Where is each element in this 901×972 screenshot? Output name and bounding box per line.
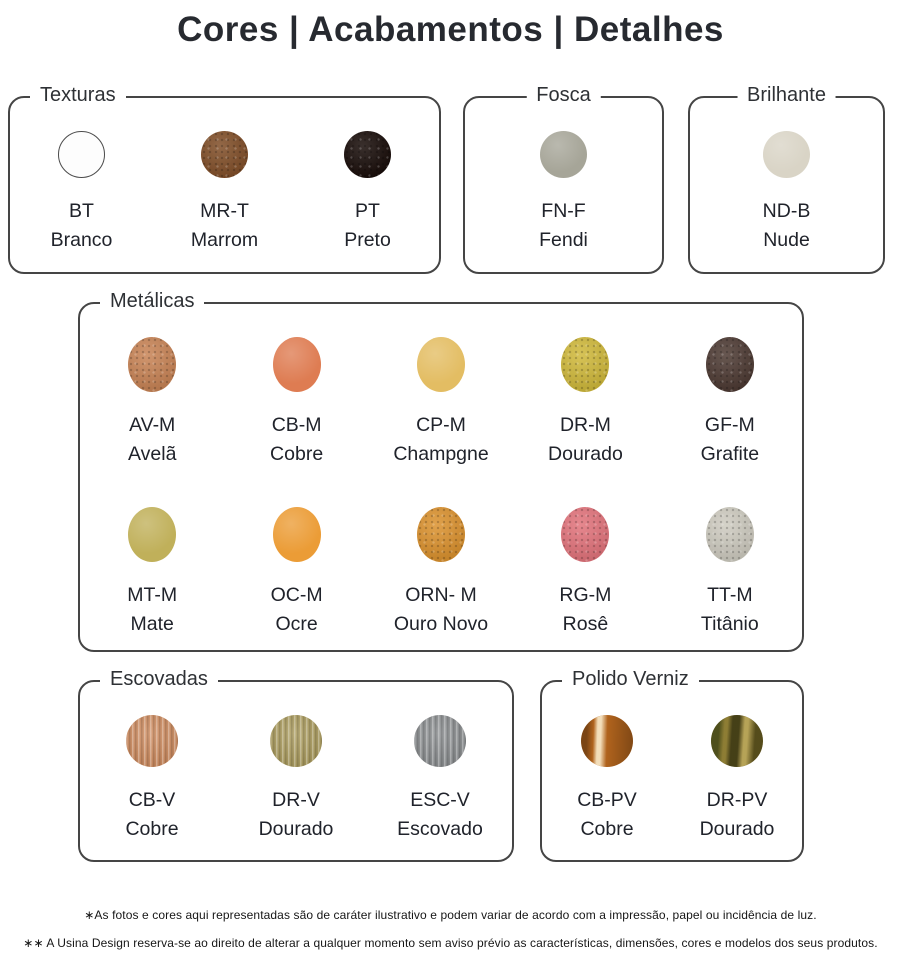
group-label-brilhante: Brilhante — [737, 84, 836, 107]
swatch-code: DR-M — [559, 414, 611, 436]
swatch-av-m — [128, 337, 176, 392]
footnote-line-1: ∗As fotos e cores aqui representadas são de caráter ilustrativo e podem variar de acordo com a impressão, papel ou incidência de luz. — [84, 908, 817, 922]
swatch-cell-cp-m — [369, 304, 513, 465]
swatch-code: RG-M — [559, 584, 612, 606]
swatch-code: OC-M — [270, 584, 323, 606]
swatch-cb-v — [126, 715, 178, 767]
swatch-row — [10, 98, 439, 251]
swatch-esc-v — [414, 715, 466, 767]
group-label-fosca: Fosca — [526, 84, 600, 107]
swatch-cell-mt-m — [80, 477, 224, 635]
swatch-row — [542, 682, 802, 840]
swatch-code: DR-V — [272, 789, 320, 811]
footnote-line-2: ∗∗ A Usina Design reserva-se ao direito de alterar a qualquer momento sem aviso prévio as características, dimensões, cores e modelos dos seus produtos. — [23, 936, 878, 950]
swatch-name: Grafite — [700, 443, 760, 465]
swatch-name: Mate — [130, 613, 174, 635]
group-box-escovadas — [78, 668, 514, 862]
group-box-texturas — [8, 84, 441, 274]
swatch-dr-v — [270, 715, 322, 767]
swatch-code: ESC-V — [410, 789, 470, 811]
swatch-name: Ocre — [275, 613, 318, 635]
swatch-name: Avelã — [127, 443, 177, 465]
swatch-name: Champgne — [393, 443, 489, 465]
swatch-cell-pt — [296, 98, 439, 251]
group-label-escovadas: Escovadas — [100, 668, 218, 691]
group-label-polido-verniz: Polido Verniz — [562, 668, 699, 691]
swatch-name: Nude — [763, 229, 810, 251]
swatch-code: TT-M — [707, 584, 753, 606]
swatch-code: CP-M — [416, 414, 466, 436]
swatch-row — [690, 98, 883, 251]
swatch-name: Branco — [50, 229, 113, 251]
footnotes — [0, 901, 901, 957]
swatch-cell-dr-pv — [672, 682, 802, 840]
swatch-code: ORN- M — [405, 584, 477, 606]
group-box-metalicas — [78, 290, 804, 652]
swatch-row — [80, 682, 512, 840]
swatch-name: Cobre — [270, 443, 324, 465]
swatch-code: CB-V — [128, 789, 176, 811]
swatch-cell-mr-t — [153, 98, 296, 251]
swatch-row — [465, 98, 662, 251]
swatch-dr-m — [561, 337, 609, 392]
group-label-texturas: Texturas — [30, 84, 126, 107]
swatch-name: Escovado — [397, 818, 483, 840]
swatch-name: Cobre — [580, 818, 634, 840]
group-box-brilhante — [688, 84, 885, 274]
swatch-pt — [344, 131, 391, 178]
swatch-code: DR-PV — [706, 789, 768, 811]
swatch-cell-tt-m — [658, 477, 802, 635]
swatch-cell-dr-v — [224, 682, 368, 840]
swatch-code: ND-B — [762, 200, 811, 222]
swatch-mr-t — [201, 131, 248, 178]
swatch-code: CB-M — [271, 414, 322, 436]
swatch-code: AV-M — [129, 414, 176, 436]
swatch-cell-rg-m — [513, 477, 657, 635]
swatch-rg-m — [561, 507, 609, 562]
swatch-code: MT-M — [127, 584, 178, 606]
swatch-cell-nd-b — [690, 98, 883, 251]
swatch-cell-cb-v — [80, 682, 224, 840]
swatch-mt-m — [128, 507, 176, 562]
swatch-cell-cb-pv — [542, 682, 672, 840]
swatch-cell-bt — [10, 98, 153, 251]
swatch-name: Rosê — [562, 613, 609, 635]
swatch-tt-m — [706, 507, 754, 562]
swatch-name: Dourado — [699, 818, 775, 840]
swatch-cell-esc-v — [368, 682, 512, 840]
swatch-cell-dr-m — [513, 304, 657, 465]
swatch-cp-m — [417, 337, 465, 392]
swatch-oc-m — [273, 507, 321, 562]
group-box-polido-verniz — [540, 668, 804, 862]
swatch-cell-fn-f — [465, 98, 662, 251]
group-box-fosca — [463, 84, 664, 274]
swatch-cell-orn-m — [369, 477, 513, 635]
swatch-nd-b — [763, 131, 810, 178]
swatch-cb-m — [273, 337, 321, 392]
group-label-metalicas: Metálicas — [100, 290, 204, 313]
swatch-row-metalicas-2 — [80, 477, 802, 650]
page-title: Cores | Acabamentos | Detalhes — [177, 10, 724, 49]
swatch-name: Dourado — [548, 443, 623, 465]
swatch-name: Dourado — [258, 818, 334, 840]
swatch-name: Ouro Novo — [393, 613, 489, 635]
swatch-orn-m — [417, 507, 465, 562]
swatch-cell-gf-m — [658, 304, 802, 465]
swatch-name: Fendi — [539, 229, 588, 251]
swatch-code: MR-T — [200, 200, 249, 222]
swatch-fn-f — [540, 131, 587, 178]
swatch-cell-av-m — [80, 304, 224, 465]
swatch-row-metalicas-1 — [80, 304, 802, 477]
swatch-code: BT — [69, 200, 94, 222]
swatch-dr-pv — [711, 715, 763, 767]
swatch-bt — [58, 131, 105, 178]
swatch-code: GF-M — [704, 414, 755, 436]
swatch-cb-pv — [581, 715, 633, 767]
swatch-code: FN-F — [541, 200, 586, 222]
swatch-name: Marrom — [190, 229, 259, 251]
swatch-name: Titânio — [700, 613, 759, 635]
swatch-name: Preto — [344, 229, 391, 251]
swatch-name: Cobre — [125, 818, 179, 840]
swatch-cell-cb-m — [224, 304, 368, 465]
swatch-cell-oc-m — [224, 477, 368, 635]
swatch-code: PT — [355, 200, 380, 222]
swatch-gf-m — [706, 337, 754, 392]
swatch-code: CB-PV — [577, 789, 637, 811]
